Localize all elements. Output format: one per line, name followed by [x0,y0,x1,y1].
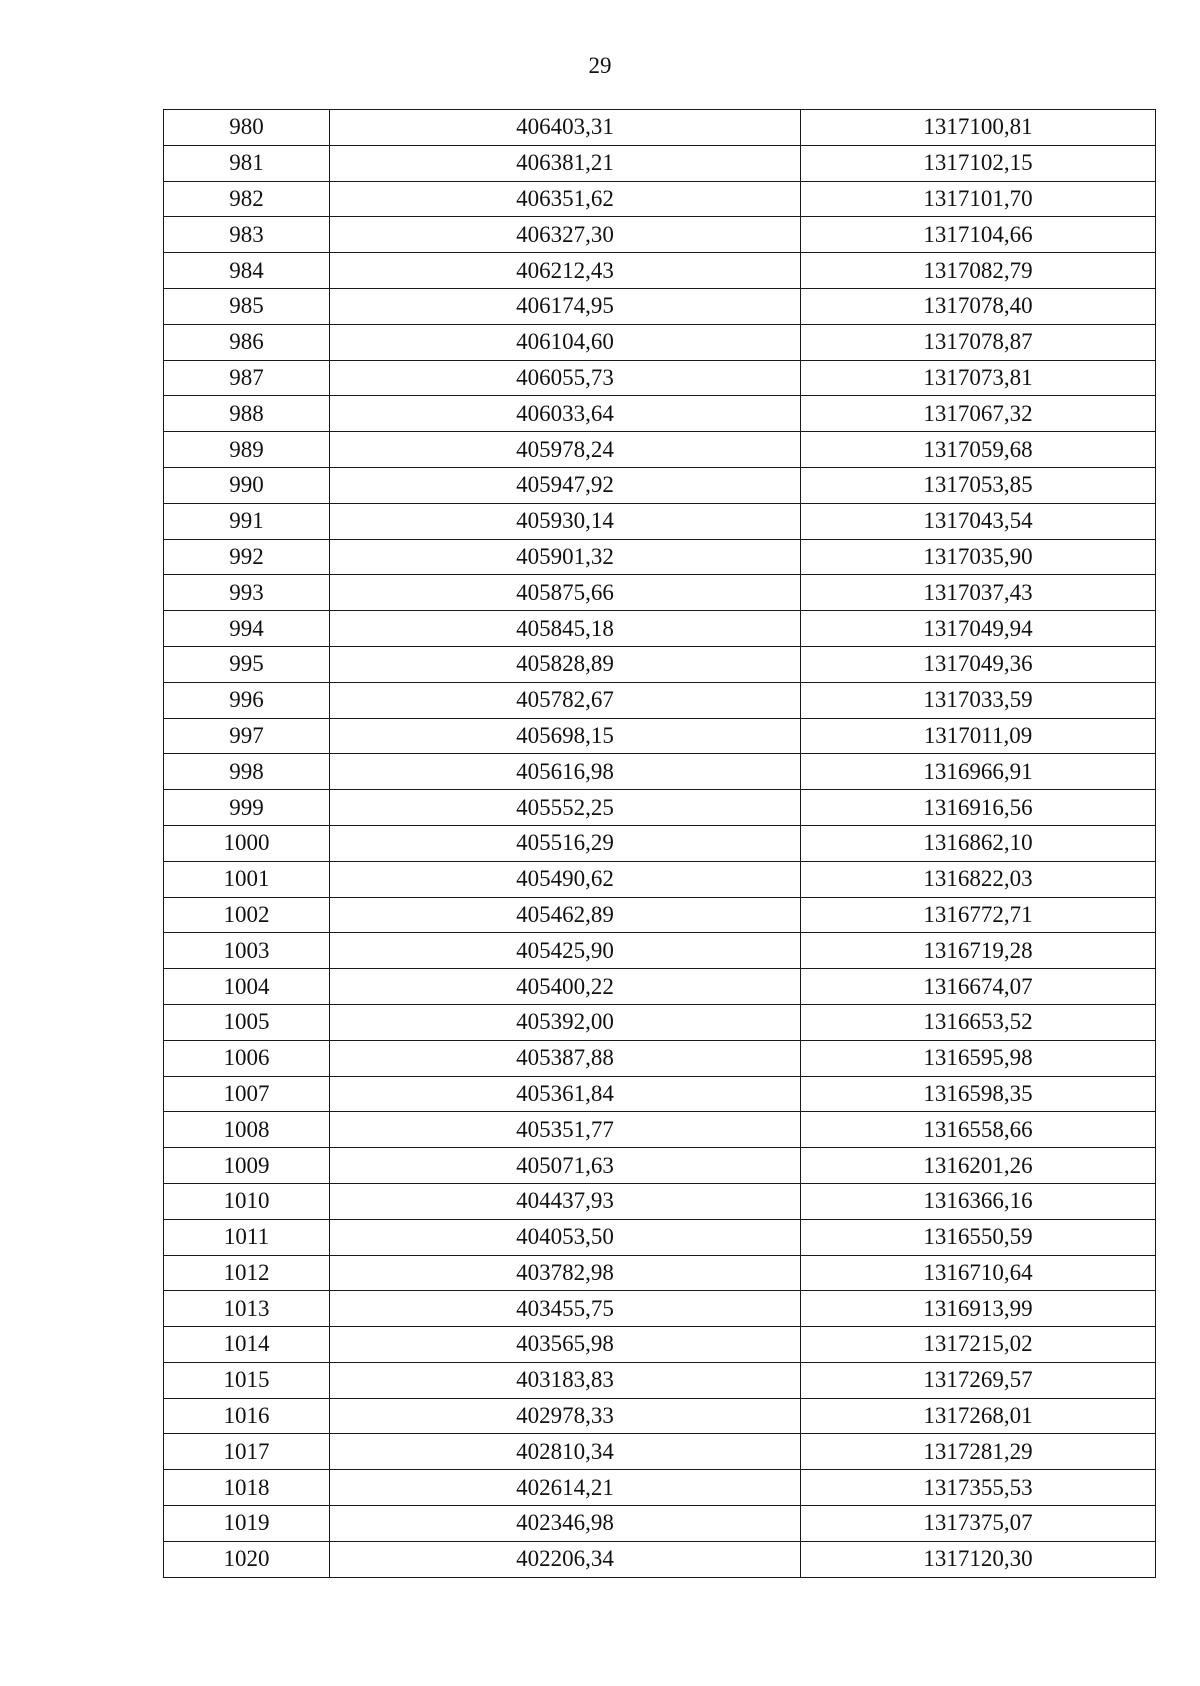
table-row [164,253,1156,289]
y-coordinate-cell: 1316366,16 [801,1183,1156,1219]
y-coordinate-cell: 1317073,81 [801,360,1156,396]
point-number-cell: 1009 [164,1148,330,1184]
table-row [164,396,1156,432]
y-coordinate-cell: 1317100,81 [801,110,1156,146]
table-row [164,611,1156,647]
y-coordinate-cell: 1316598,35 [801,1076,1156,1112]
x-coordinate-cell: 406403,31 [330,110,801,146]
coordinates-table [163,109,1156,1578]
y-coordinate-cell: 1316595,98 [801,1040,1156,1076]
table-row [164,1183,1156,1219]
y-coordinate-cell: 1317049,36 [801,646,1156,682]
x-coordinate-cell: 406327,30 [330,217,801,253]
point-number-cell: 1003 [164,933,330,969]
y-coordinate-cell: 1317104,66 [801,217,1156,253]
x-coordinate-cell: 402978,33 [330,1398,801,1434]
point-number-cell: 1015 [164,1362,330,1398]
point-number-cell: 1016 [164,1398,330,1434]
point-number-cell: 984 [164,253,330,289]
point-number-cell: 1014 [164,1327,330,1363]
table-row [164,360,1156,396]
x-coordinate-cell: 405828,89 [330,646,801,682]
point-number-cell: 1012 [164,1255,330,1291]
table-row [164,861,1156,897]
point-number-cell: 996 [164,682,330,718]
x-coordinate-cell: 405698,15 [330,718,801,754]
table-row [164,1506,1156,1542]
x-coordinate-cell: 403782,98 [330,1255,801,1291]
table-row [164,718,1156,754]
table-row [164,682,1156,718]
y-coordinate-cell: 1317059,68 [801,432,1156,468]
table-row [164,145,1156,181]
x-coordinate-cell: 406055,73 [330,360,801,396]
table-row [164,933,1156,969]
point-number-cell: 991 [164,503,330,539]
x-coordinate-cell: 405516,29 [330,825,801,861]
x-coordinate-cell: 406033,64 [330,396,801,432]
y-coordinate-cell: 1317281,29 [801,1434,1156,1470]
x-coordinate-cell: 405930,14 [330,503,801,539]
table-row [164,790,1156,826]
point-number-cell: 1005 [164,1004,330,1040]
table-row [164,467,1156,503]
table-row [164,110,1156,146]
x-coordinate-cell: 403455,75 [330,1291,801,1327]
y-coordinate-cell: 1316719,28 [801,933,1156,969]
table-row [164,1327,1156,1363]
y-coordinate-cell: 1317268,01 [801,1398,1156,1434]
y-coordinate-cell: 1317269,57 [801,1362,1156,1398]
point-number-cell: 1007 [164,1076,330,1112]
x-coordinate-cell: 403183,83 [330,1362,801,1398]
point-number-cell: 1018 [164,1470,330,1506]
table-row [164,1434,1156,1470]
point-number-cell: 992 [164,539,330,575]
point-number-cell: 1001 [164,861,330,897]
y-coordinate-cell: 1317033,59 [801,682,1156,718]
x-coordinate-cell: 405845,18 [330,611,801,647]
x-coordinate-cell: 405392,00 [330,1004,801,1040]
x-coordinate-cell: 406174,95 [330,288,801,324]
table-row [164,181,1156,217]
y-coordinate-cell: 1316201,26 [801,1148,1156,1184]
point-number-cell: 1008 [164,1112,330,1148]
y-coordinate-cell: 1317067,32 [801,396,1156,432]
table-row [164,539,1156,575]
x-coordinate-cell: 405425,90 [330,933,801,969]
x-coordinate-cell: 404437,93 [330,1183,801,1219]
x-coordinate-cell: 405782,67 [330,682,801,718]
y-coordinate-cell: 1317120,30 [801,1541,1156,1577]
point-number-cell: 1020 [164,1541,330,1577]
x-coordinate-cell: 405387,88 [330,1040,801,1076]
x-coordinate-cell: 405947,92 [330,467,801,503]
y-coordinate-cell: 1316913,99 [801,1291,1156,1327]
y-coordinate-cell: 1317102,15 [801,145,1156,181]
y-coordinate-cell: 1316862,10 [801,825,1156,861]
point-number-cell: 980 [164,110,330,146]
x-coordinate-cell: 405901,32 [330,539,801,575]
table-row [164,217,1156,253]
point-number-cell: 987 [164,360,330,396]
x-coordinate-cell: 406351,62 [330,181,801,217]
y-coordinate-cell: 1317355,53 [801,1470,1156,1506]
y-coordinate-cell: 1317011,09 [801,718,1156,754]
table-row [164,1255,1156,1291]
table-row [164,1541,1156,1577]
table-row [164,897,1156,933]
table-row [164,754,1156,790]
table-row [164,1362,1156,1398]
y-coordinate-cell: 1317049,94 [801,611,1156,647]
y-coordinate-cell: 1316550,59 [801,1219,1156,1255]
y-coordinate-cell: 1316966,91 [801,754,1156,790]
y-coordinate-cell: 1316822,03 [801,861,1156,897]
table-row [164,1004,1156,1040]
y-coordinate-cell: 1317215,02 [801,1327,1156,1363]
x-coordinate-cell: 405071,63 [330,1148,801,1184]
point-number-cell: 988 [164,396,330,432]
x-coordinate-cell: 403565,98 [330,1327,801,1363]
y-coordinate-cell: 1316772,71 [801,897,1156,933]
point-number-cell: 981 [164,145,330,181]
point-number-cell: 1017 [164,1434,330,1470]
x-coordinate-cell: 406104,60 [330,324,801,360]
point-number-cell: 997 [164,718,330,754]
point-number-cell: 985 [164,288,330,324]
point-number-cell: 993 [164,575,330,611]
table-row [164,1398,1156,1434]
y-coordinate-cell: 1317043,54 [801,503,1156,539]
table-row [164,1040,1156,1076]
table-row [164,1470,1156,1506]
point-number-cell: 1013 [164,1291,330,1327]
x-coordinate-cell: 405351,77 [330,1112,801,1148]
y-coordinate-cell: 1317037,43 [801,575,1156,611]
y-coordinate-cell: 1317101,70 [801,181,1156,217]
table-row [164,432,1156,468]
x-coordinate-cell: 402206,34 [330,1541,801,1577]
y-coordinate-cell: 1316916,56 [801,790,1156,826]
x-coordinate-cell: 402810,34 [330,1434,801,1470]
x-coordinate-cell: 405400,22 [330,969,801,1005]
x-coordinate-cell: 405462,89 [330,897,801,933]
x-coordinate-cell: 405978,24 [330,432,801,468]
point-number-cell: 1019 [164,1506,330,1542]
y-coordinate-cell: 1316710,64 [801,1255,1156,1291]
point-number-cell: 999 [164,790,330,826]
x-coordinate-cell: 405552,25 [330,790,801,826]
y-coordinate-cell: 1316558,66 [801,1112,1156,1148]
x-coordinate-cell: 404053,50 [330,1219,801,1255]
point-number-cell: 1011 [164,1219,330,1255]
table-row [164,288,1156,324]
x-coordinate-cell: 405490,62 [330,861,801,897]
y-coordinate-cell: 1317078,87 [801,324,1156,360]
point-number-cell: 983 [164,217,330,253]
table-row [164,969,1156,1005]
point-number-cell: 986 [164,324,330,360]
point-number-cell: 990 [164,467,330,503]
table-row [164,1112,1156,1148]
table-row [164,324,1156,360]
x-coordinate-cell: 406212,43 [330,253,801,289]
y-coordinate-cell: 1317375,07 [801,1506,1156,1542]
x-coordinate-cell: 402614,21 [330,1470,801,1506]
y-coordinate-cell: 1317078,40 [801,288,1156,324]
point-number-cell: 998 [164,754,330,790]
point-number-cell: 1006 [164,1040,330,1076]
point-number-cell: 994 [164,611,330,647]
table-row [164,1291,1156,1327]
table-row [164,646,1156,682]
point-number-cell: 1000 [164,825,330,861]
coordinates-table-body [164,110,1156,1578]
y-coordinate-cell: 1316653,52 [801,1004,1156,1040]
table-row [164,575,1156,611]
x-coordinate-cell: 405875,66 [330,575,801,611]
y-coordinate-cell: 1317082,79 [801,253,1156,289]
point-number-cell: 982 [164,181,330,217]
x-coordinate-cell: 405616,98 [330,754,801,790]
point-number-cell: 995 [164,646,330,682]
y-coordinate-cell: 1316674,07 [801,969,1156,1005]
x-coordinate-cell: 405361,84 [330,1076,801,1112]
table-row [164,503,1156,539]
x-coordinate-cell: 402346,98 [330,1506,801,1542]
point-number-cell: 1004 [164,969,330,1005]
y-coordinate-cell: 1317053,85 [801,467,1156,503]
point-number-cell: 989 [164,432,330,468]
y-coordinate-cell: 1317035,90 [801,539,1156,575]
table-row [164,1219,1156,1255]
point-number-cell: 1002 [164,897,330,933]
page-number: 29 [588,53,612,78]
table-row [164,1148,1156,1184]
point-number-cell: 1010 [164,1183,330,1219]
table-row [164,1076,1156,1112]
x-coordinate-cell: 406381,21 [330,145,801,181]
table-row [164,825,1156,861]
